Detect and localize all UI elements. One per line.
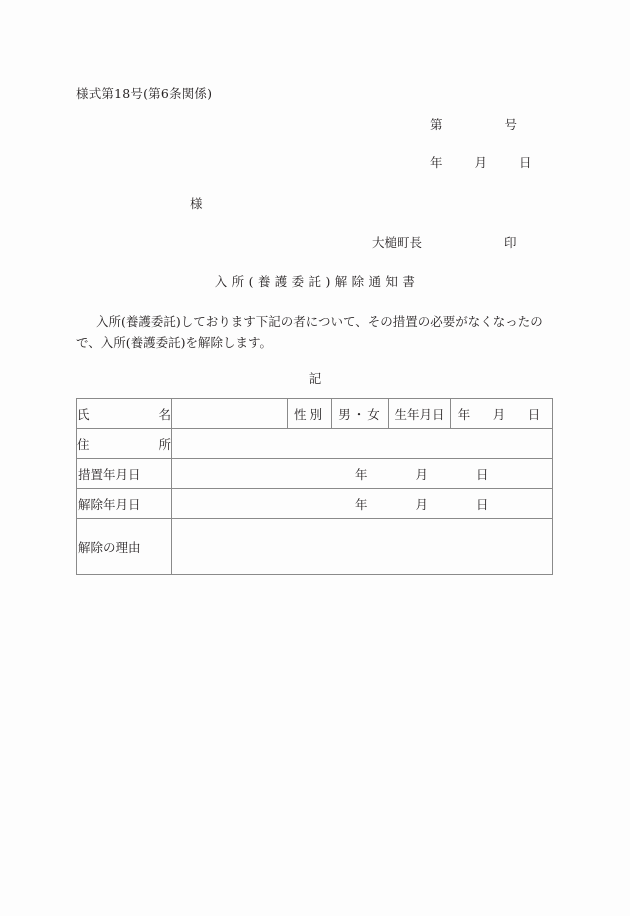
row-label-cancellation-date-text: 解除年月日 bbox=[78, 496, 141, 512]
date-day-label: 日 bbox=[476, 466, 489, 482]
date-year-label: 年 bbox=[355, 496, 368, 512]
date-month-label: 月 bbox=[415, 466, 429, 482]
entry-table bbox=[76, 398, 553, 575]
table-row bbox=[77, 459, 553, 489]
row-label-reason-text: 解除の理由 bbox=[78, 539, 141, 555]
row-label-address bbox=[77, 429, 172, 459]
field-cancellation-date-value[interactable] bbox=[172, 489, 553, 519]
seal-mark: 印 bbox=[504, 235, 517, 250]
field-dob-value[interactable]: 年 月 日 bbox=[451, 399, 553, 429]
row-label-name bbox=[77, 399, 172, 429]
row-label-placement-date bbox=[77, 459, 172, 489]
document-number-line bbox=[430, 115, 517, 133]
field-placement-date-value[interactable] bbox=[172, 459, 553, 489]
date-month-label: 月 bbox=[474, 155, 488, 170]
field-reason-value[interactable] bbox=[172, 519, 553, 575]
row-label-reason bbox=[77, 519, 172, 575]
body-paragraph: 入所(養護委託)しております下記の者について、その措置の必要がなくなったので、入所(養護委託)を解除します。 bbox=[76, 314, 543, 350]
field-sex-value[interactable]: 男・女 bbox=[332, 399, 389, 429]
date-year-label: 年 bbox=[355, 466, 368, 482]
field-name-value[interactable] bbox=[172, 399, 288, 429]
date-day-label: 日 bbox=[476, 496, 489, 512]
form-number: 様式第18号(第6条関係) bbox=[76, 86, 213, 101]
table-row bbox=[77, 429, 553, 459]
document-date-line bbox=[430, 153, 532, 171]
table-row bbox=[77, 519, 553, 575]
document-number-unit: 号 bbox=[504, 117, 518, 132]
row-label-placement-date-text: 措置年月日 bbox=[78, 466, 141, 482]
row-label-dob: 生年月日 bbox=[389, 399, 451, 429]
document-number-label: 第 bbox=[430, 117, 443, 132]
table-row bbox=[77, 489, 553, 519]
field-address-value[interactable] bbox=[172, 429, 553, 459]
date-year-label: 年 bbox=[430, 155, 443, 170]
label-char: 氏 bbox=[77, 406, 90, 422]
date-month-label: 月 bbox=[415, 496, 429, 512]
table-row bbox=[77, 399, 553, 429]
addressee-suffix: 様 bbox=[190, 196, 203, 211]
label-char: 住 bbox=[77, 436, 90, 452]
label-char: 所 bbox=[158, 436, 171, 452]
date-day-label: 日 bbox=[519, 155, 532, 170]
addressee-line bbox=[190, 194, 203, 212]
issuer-line bbox=[372, 233, 517, 251]
row-label-sex: 性別 bbox=[288, 399, 332, 429]
note-marker: 記 bbox=[308, 371, 322, 386]
document-title: 入所(養護委託)解除通知書 bbox=[214, 274, 420, 289]
row-label-cancellation-date bbox=[77, 489, 172, 519]
issuer-name: 大槌町長 bbox=[372, 235, 423, 250]
label-char: 名 bbox=[158, 406, 171, 422]
